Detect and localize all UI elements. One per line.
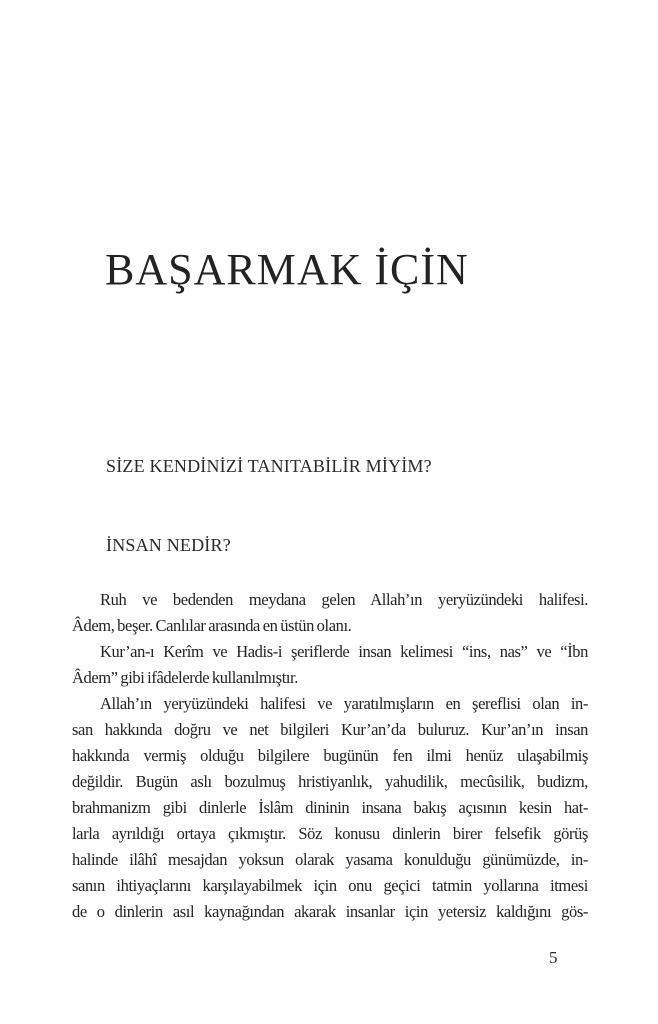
section-heading-tanitabilir: SİZE KENDİNİZİ TANITABİLİR MİYİM? [106,456,432,476]
page-number: 5 [549,948,558,967]
body-line: değildir. Bugün aslı bozulmuş hristiyanlık, yahudilik, mecûsilik, budizm, [72,772,588,791]
body-line: brahmanizm gibi dinlerle İslâm dininin insana bakış açısının kesin hat- [72,798,588,817]
body-line: de o dinlerin asıl kaynağından akarak insanlar için yetersiz kaldığını gös- [72,902,588,921]
body-line: Âdem” gibi ifâdelerde kullanılmıştır. [72,668,298,687]
body-line: Allah’ın yeryüzündeki halifesi ve yaratılmışların en şereflisi olan in- [100,694,588,713]
body-line: Kur’an-ı Kerîm ve Hadis-i şeriflerde insan kelimesi “ins, nas” ve “İbn [100,642,588,661]
body-line: Âdem, beşer. Canlılar arasında en üstün olanı. [72,616,352,635]
body-line: san hakkında doğru ve net bilgileri Kur’an’da buluruz. Kur’an’ın insan [72,720,588,739]
body-line: larla ayrıldığı ortaya çıkmıştır. Söz konusu dinlerin birer felsefik görüş [72,824,588,843]
chapter-title: BAŞARMAK İÇİN [105,245,469,294]
body-line: Ruh ve bedenden meydana gelen Allah’ın yeryüzündeki halifesi. [100,590,588,609]
body-text [72,587,588,925]
section-heading-insan-nedir: İNSAN NEDİR? [106,535,231,555]
body-line: hakkında vermiş olduğu bilgilere bugünün fen ilmi henüz ulaşabilmiş [72,746,588,765]
body-line: sanın ihtiyaçlarını karşılayabilmek için onu geçici tatmin yollarına itmesi [72,876,588,895]
body-line: halinde ilâhî mesajdan yoksun olarak yasama konulduğu günümüzde, in- [72,850,588,869]
